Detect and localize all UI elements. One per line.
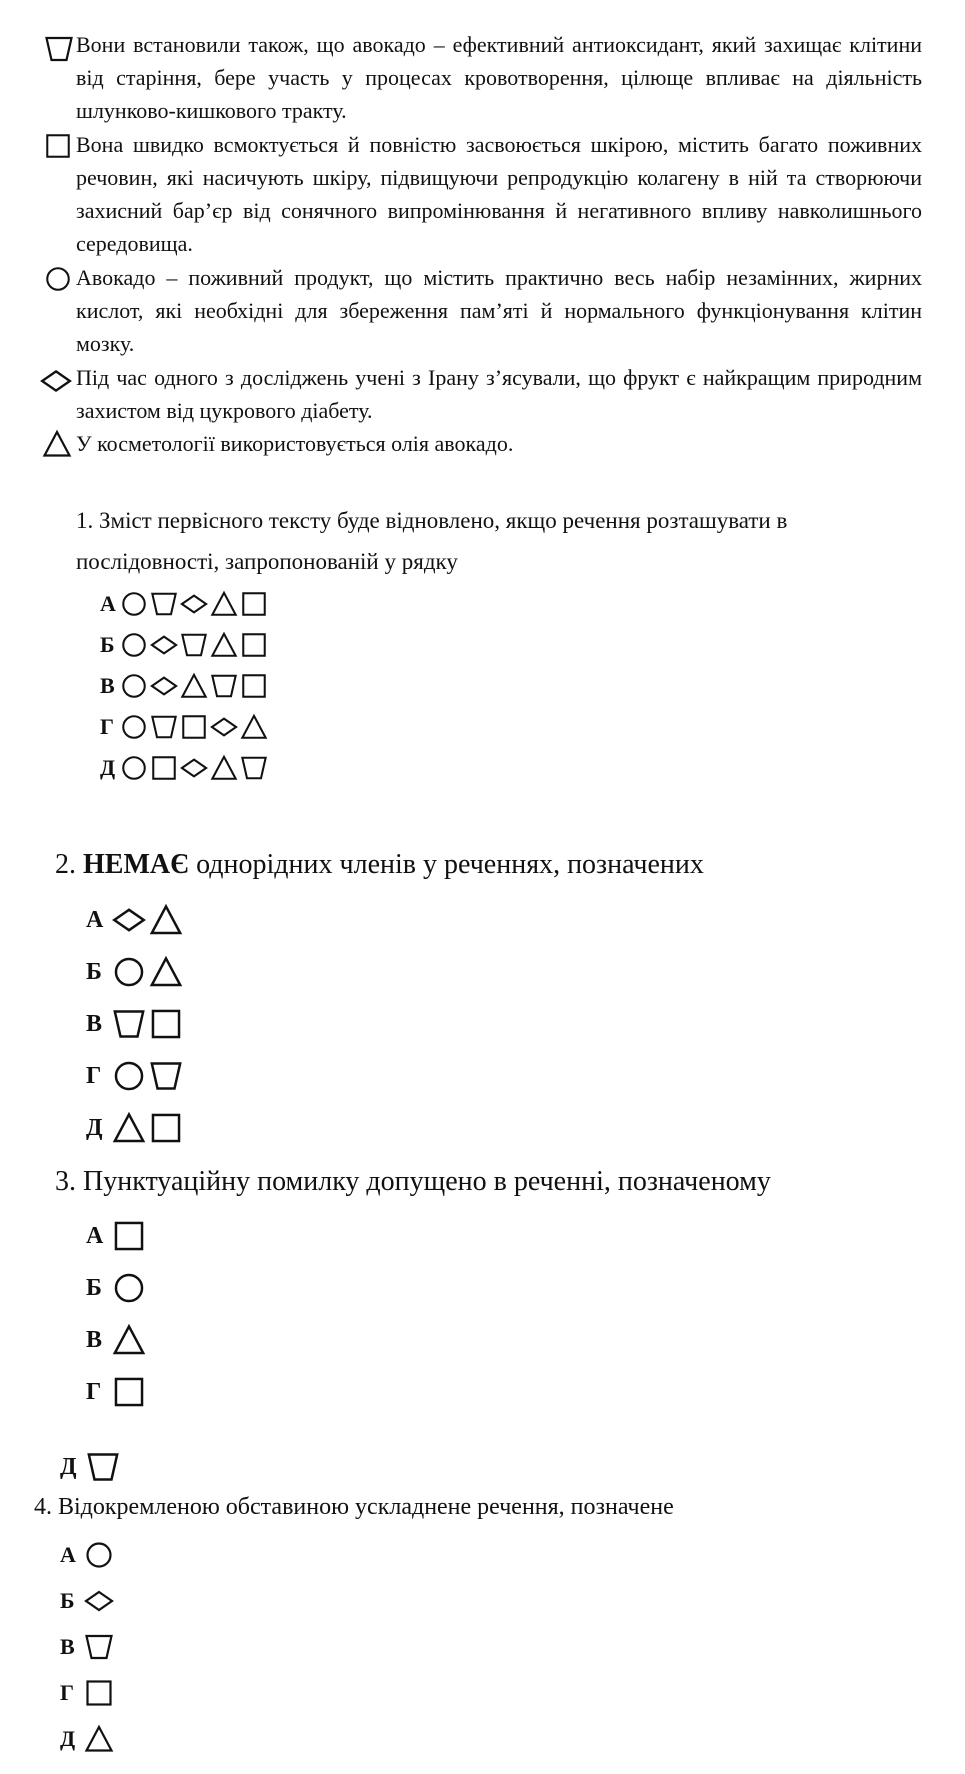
question-2-option-2[interactable] [86, 955, 186, 989]
triangle-icon [112, 1111, 146, 1145]
question-4-option-1[interactable] [60, 1540, 116, 1570]
square-icon [240, 672, 268, 700]
question-2-number: 2. [55, 849, 76, 880]
circle-icon [120, 590, 148, 618]
option-letter: Г [100, 714, 114, 739]
square-icon [240, 631, 268, 659]
trapezoid-icon [150, 590, 178, 618]
question-3-option-3[interactable] [86, 1323, 149, 1357]
trapezoid-icon [84, 1632, 114, 1662]
option-letter: В [100, 673, 115, 698]
question-1-option-2[interactable] [100, 631, 270, 659]
option-letter: А [100, 591, 116, 616]
diamond-icon [40, 365, 70, 395]
circle-icon [120, 672, 148, 700]
option-letter: Д [60, 1453, 77, 1480]
diamond-icon [180, 754, 208, 782]
trapezoid-icon [112, 1007, 146, 1041]
option-letter: А [86, 906, 104, 933]
square-icon [149, 1111, 183, 1145]
diamond-icon [180, 590, 208, 618]
question-4-option-4[interactable] [60, 1678, 116, 1708]
trapezoid-icon [240, 754, 268, 782]
square-icon [44, 132, 74, 162]
square-icon [112, 1375, 146, 1409]
option-letter: В [86, 1010, 103, 1037]
square-icon [150, 754, 178, 782]
trapezoid-icon [44, 34, 74, 64]
triangle-icon [112, 1323, 146, 1357]
sentence-diamond: Під час одного з досліджень учені з Ірану з’ясували, що фрукт є найкращим природним захистом від цукрового діабету. [76, 365, 922, 423]
question-2-option-5[interactable] [86, 1111, 186, 1145]
triangle-icon [84, 1724, 114, 1754]
square-icon [44, 132, 72, 160]
question-2-option-3[interactable] [86, 1007, 186, 1041]
option-letter: Б [60, 1588, 75, 1613]
circle-icon [120, 754, 148, 782]
sentence-triangle: У косметології використовується олія авокадо. [76, 431, 514, 456]
option-letter: В [86, 1326, 103, 1353]
question-1-line-1: 1. Зміст первісного тексту буде відновлено, якщо речення розташувати в [76, 508, 788, 533]
triangle-icon [210, 754, 238, 782]
option-letter: Б [86, 1274, 102, 1301]
circle-icon [112, 1271, 146, 1305]
trapezoid-icon [44, 34, 74, 64]
option-letter: Г [86, 1378, 102, 1405]
option-letter: Д [86, 1114, 103, 1141]
question-2-emphasis: НЕМАЄ [83, 849, 190, 880]
question-3-option-2[interactable] [86, 1271, 149, 1305]
circle-icon [44, 265, 74, 295]
triangle-icon [42, 429, 72, 459]
trapezoid-icon [180, 631, 208, 659]
option-letter: А [86, 1222, 104, 1249]
diamond-icon [84, 1586, 114, 1616]
circle-icon [112, 955, 146, 989]
sentence-square: Вона швидко всмоктується й повністю засвоюється шкірою, містить багато поживних речовин, які насичують шкіру, підвищуючи репродукцію колагену в ній та створюючи захисний бар’єр від сонячного випромінювання й негативного впливу навколишнього середовища. [76, 132, 922, 256]
diamond-icon [112, 903, 146, 937]
option-letter: Б [100, 632, 115, 657]
option-letter: Г [86, 1062, 102, 1089]
triangle-icon [42, 429, 72, 459]
triangle-icon [180, 672, 208, 700]
question-2-option-1[interactable] [86, 903, 186, 937]
diamond-icon [150, 631, 178, 659]
diamond-icon [40, 365, 72, 397]
square-icon [180, 713, 208, 741]
square-icon [84, 1678, 114, 1708]
question-4-option-5[interactable] [60, 1724, 116, 1754]
question-3-text: 3. Пунктуаційну помилку допущено в реченні, позначеному [55, 1166, 771, 1197]
triangle-icon [240, 713, 268, 741]
question-1-line-2: послідовності, запропонованій у рядку [76, 549, 458, 574]
circle-icon [84, 1540, 114, 1570]
question-2-body: однорідних членів у реченнях, позначених [196, 849, 704, 880]
diamond-icon [210, 713, 238, 741]
circle-icon [120, 713, 148, 741]
question-4-option-3[interactable] [60, 1632, 116, 1662]
option-letter: Г [60, 1680, 74, 1705]
question-1-option-5[interactable] [100, 754, 270, 782]
circle-icon [120, 631, 148, 659]
trapezoid-icon [150, 713, 178, 741]
option-letter: Д [60, 1726, 76, 1751]
question-3-option-4[interactable] [86, 1375, 149, 1409]
triangle-icon [149, 955, 183, 989]
question-1-option-3[interactable] [100, 672, 270, 700]
square-icon [149, 1007, 183, 1041]
question-3-option-5[interactable] [60, 1450, 123, 1484]
sentence-circle: Авокадо – поживний продукт, що містить практично весь набір незамінних, жирних кислот, які необхідні для збереження пам’яті й нормального функціонування клітин мозку. [76, 265, 922, 356]
triangle-icon [210, 590, 238, 618]
option-letter: А [60, 1542, 76, 1567]
trapezoid-icon [210, 672, 238, 700]
triangle-icon [210, 631, 238, 659]
diamond-icon [150, 672, 178, 700]
question-3-option-1[interactable] [86, 1219, 149, 1253]
option-letter: Б [86, 958, 102, 985]
sentence-trapezoid: Вони встановили також, що авокадо – ефективний антиоксидант, який захищає клітини від старіння, бере участь у процесах кровотворення, цілюще впливає на діяльність шлунково-кишкового тракту. [76, 32, 922, 123]
option-letter: Д [100, 755, 116, 780]
question-2-option-4[interactable] [86, 1059, 186, 1093]
circle-icon [112, 1059, 146, 1093]
square-icon [240, 590, 268, 618]
trapezoid-icon [86, 1450, 120, 1484]
question-2-text [55, 849, 704, 881]
question-4-option-2[interactable] [60, 1586, 116, 1616]
question-4-text: 4. Відокремленою обставиною ускладнене речення, позначене [34, 1494, 674, 1520]
question-1-option-4[interactable] [100, 713, 270, 741]
question-1-option-1[interactable] [100, 590, 270, 618]
option-letter: В [60, 1634, 75, 1659]
square-icon [112, 1219, 146, 1253]
trapezoid-icon [149, 1059, 183, 1093]
circle-icon [44, 265, 72, 293]
triangle-icon [149, 903, 183, 937]
